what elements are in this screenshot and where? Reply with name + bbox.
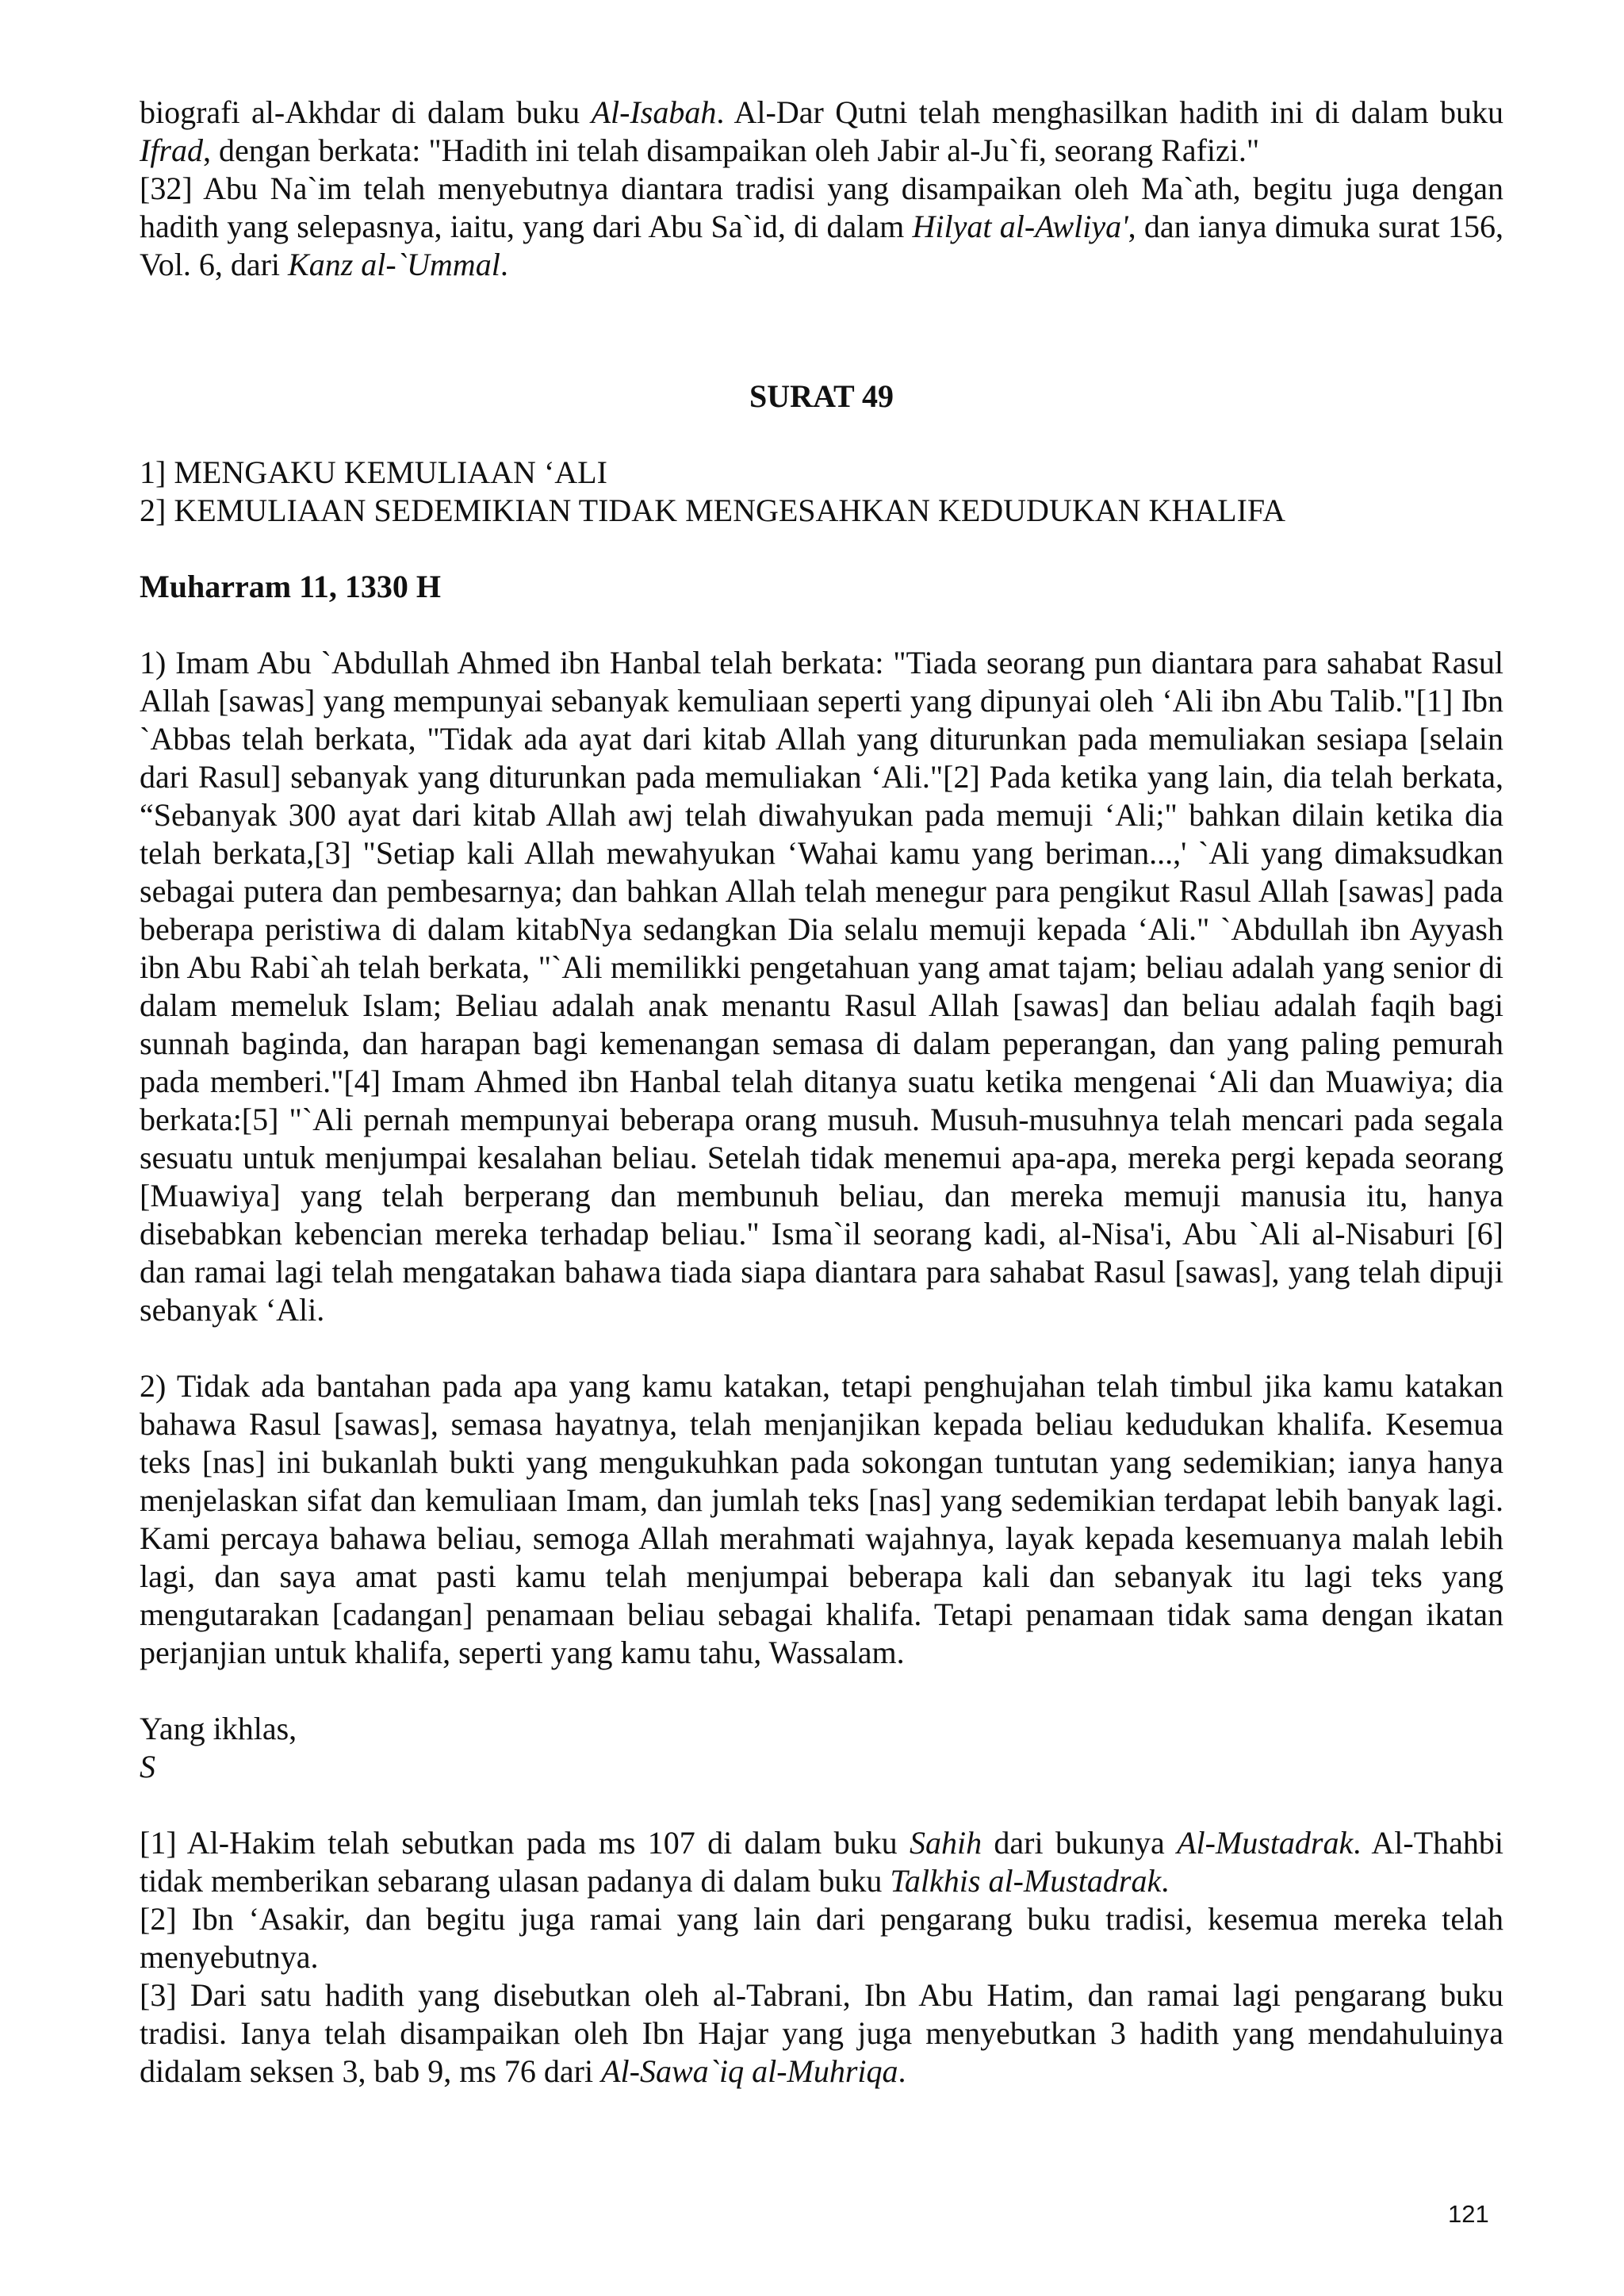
paragraph-2: 2) Tidak ada bantahan pada apa yang kamu katakan, tetapi penghujahan telah timbul jika kamu katakan bahawa Rasul [sawas], semasa hayatnya, telah menjanjikan kepada beliau kedudukan khalifa. Kesemua teks [nas] ini bukanlah bukti yang mengukuhkan pada sokongan tuntutan yang sedemikian; ianya hanya menjelaskan sifat dan kemuliaan Imam, dan jumlah teks [nas] yang sedemikian terdapat lebih banyak lagi. Kami percaya bahawa beliau, semoga Allah merahmati wajahnya, layak kepada kesemuanya malah lebih lagi, dan saya amat pasti kamu telah menjumpai beberapa kali dan sebanyak itu lagi teks yang mengutarakan [cadangan] penamaan beliau sebagai khalifa. Tetapi penamaan tidak sama dengan ikatan perjanjian untuk khalifa, seperti yang kamu tahu, Wassalam. bbox=[140, 1368, 1503, 1670]
book-title: Hilyat al-Awliya' bbox=[912, 209, 1128, 244]
page-number: 121 bbox=[1448, 2200, 1489, 2228]
paragraph-1: 1) Imam Abu `Abdullah Ahmed ibn Hanbal telah berkata: "Tiada seorang pun diantara para sahabat Rasul Allah [sawas] yang mempunyai sebanyak kemuliaan seperti yang dipunyai oleh ‘Ali ibn Abu Talib."[1] Ibn `Abbas telah berkata, "Tidak ada ayat dari kitab Allah yang diturunkan pada memuliakan sesiapa [selain dari Rasul] sebanyak yang diturunkan pada memuliakan ‘Ali."[2] Pada ketika yang lain, dia telah berkata, “Sebanyak 300 ayat dari kitab Allah awj telah diwahyukan pada memuji ‘Ali;" bahkan dilain ketika dia telah berkata,[3] "Setiap kali Allah mewahyukan ‘Wahai kamu yang beriman...,' `Ali yang dimaksudkan sebagai putera dan pembesarnya; dan bahkan Allah telah menegur para pengikut Rasul Allah [sawas] pada beberapa peristiwa di dalam kitabNya sedangkan Dia selalu memuji kepada ‘Ali." `Abdullah ibn Ayyash ibn Abu Rabi`ah telah berkata, "`Ali memilikki pengetahuan yang amat tajam; beliau adalah yang senior di dalam memeluk Islam; Beliau adalah anak menantu Rasul Allah [sawas] dan beliau adalah faqih bagi sunnah baginda, dan harapan bagi kemenangan semasa di dalam peperangan, dan yang paling pemurah pada memberi."[4] Imam Ahmed ibn Hanbal telah ditanya suatu ketika mengenai ‘Ali dan Muawiya; dia berkata:[5] "`Ali pernah mempunyai beberapa orang musuh. Musuh-musuhnya telah mencari pada segala sesuatu untuk menjumpai kesalahan beliau. Setelah tidak menemui apa-apa, mereka pergi kepada seorang [Muawiya] yang telah berperang dan membunuh beliau, dan mereka memuji manusia itu, hanya disebabkan kebencian mereka terhadap beliau." Isma`il seorang kadi, al-Nisa'i, Abu `Ali al-Nisaburi [6] dan ramai lagi telah mengatakan bahawa tiada siapa diantara para sahabat Rasul [sawas], yang telah dipuji sebanyak ‘Ali. bbox=[140, 645, 1503, 1328]
footnote-continuation: biografi al-Akhdar di dalam buku Al-Isabah. Al-Dar Qutni telah menghasilkan hadith ini di dalam buku Ifrad, dengan berkata: "Hadith ini telah disampaikan oleh Jabir al-Ju`fi, seorang Rafizi." bbox=[140, 94, 1503, 168]
book-title: Al-Sawa`iq al-Muhriqa bbox=[601, 2053, 898, 2089]
book-title: Talkhis al-Mustadrak bbox=[890, 1863, 1162, 1899]
book-title: Ifrad bbox=[140, 132, 203, 168]
book-title: Al-Isabah bbox=[591, 94, 717, 130]
signature: S bbox=[140, 1749, 155, 1784]
letter-subtitles bbox=[140, 454, 1503, 530]
letter-subtitle-1: 1] MENGAKU KEMULIAAN ‘ALI bbox=[140, 454, 607, 490]
page-content bbox=[140, 94, 1503, 2091]
continued-footnotes bbox=[140, 94, 1503, 284]
footnote-3: [3] Dari satu hadith yang disebutkan oleh al-Tabrani, Ibn Abu Hatim, dan ramai lagi pengarang buku tradisi. Ianya telah disampaikan oleh Ibn Hajar yang juga menyebutkan 3 hadith yang mendahuluinya didalam seksen 3, bab 9, ms 76 dari Al-Sawa`iq al-Muhriqa. bbox=[140, 1977, 1503, 2089]
letter-signoff bbox=[140, 1710, 1503, 1786]
letter-date: Muharram 11, 1330 H bbox=[140, 569, 441, 604]
footnotes bbox=[140, 1824, 1503, 2091]
book-title: Al-Mustadrak bbox=[1177, 1825, 1354, 1861]
footnote-32: [32] Abu Na`im telah menyebutnya diantara tradisi yang disampaikan oleh Ma`ath, begitu juga dengan hadith yang selepasnya, iaitu, yang dari Abu Sa`id, di dalam Hilyat al-Awliya', dan ianya dimuka surat 156, Vol. 6, dari Kanz al-`Ummal. bbox=[140, 171, 1503, 282]
footnote-1: [1] Al-Hakim telah sebutkan pada ms 107 di dalam buku Sahih dari bukunya Al-Mustadrak. Al-Thahbi tidak memberikan sebarang ulasan padanya di dalam buku Talkhis al-Mustadrak. bbox=[140, 1825, 1504, 1899]
closing-line: Yang ikhlas, bbox=[140, 1711, 297, 1746]
footnote-2: [2] Ibn ‘Asakir, dan begitu juga ramai yang lain dari pengarang buku tradisi, kesemua mereka telah menyebutnya. bbox=[140, 1901, 1503, 1975]
letter-title: SURAT 49 bbox=[749, 378, 894, 414]
book-title: Sahih bbox=[909, 1825, 982, 1861]
letter-subtitle-2: 2] KEMULIAAN SEDEMIKIAN TIDAK MENGESAHKAN KEDUDUKAN KHALIFA bbox=[140, 493, 1286, 528]
book-title: Kanz al-`Ummal bbox=[288, 247, 500, 282]
